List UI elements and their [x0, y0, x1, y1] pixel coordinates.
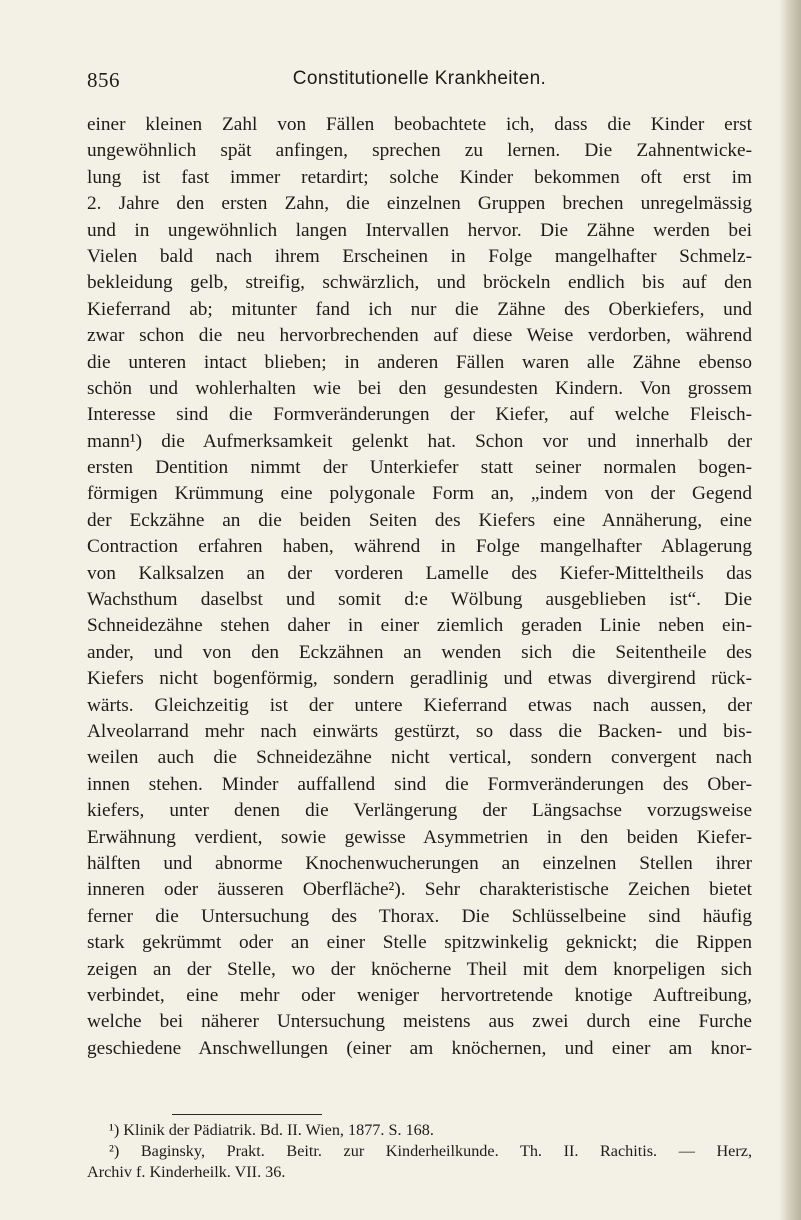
text-line: welche bei näherer Untersuchung meistens aus zwei durch eine Furche — [87, 1011, 752, 1033]
text-line: der Eckzähne an die beiden Seiten des Kiefers eine Annäherung, eine — [87, 509, 752, 531]
footnote-1: ¹) Klinik der Pädiatrik. Bd. II. Wien, 1877. S. 168. — [109, 1121, 434, 1139]
footnotes — [87, 1120, 752, 1183]
text-line: die unteren intact blieben; in anderen Fällen waren alle Zähne ebenso — [87, 351, 752, 373]
text-line: verbindet, eine mehr oder weniger hervortretende knotige Auftreibung, — [87, 984, 752, 1006]
text-line: bekleidung gelb, streifig, schwärzlich, und bröckeln endlich bis auf den — [87, 272, 752, 294]
footnote-divider — [172, 1114, 322, 1115]
text-line: ungewöhnlich spät anfingen, sprechen zu lernen. Die Zahnentwicke- — [87, 140, 752, 162]
text-line: stark gekrümmt oder an einer Stelle spitzwinkelig geknickt; die Rippen — [87, 932, 752, 954]
text-line: Contraction erfahren haben, während in Folge mangelhafter Ablagerung — [87, 536, 752, 558]
text-line: schön und wohlerhalten wie bei den gesundesten Kindern. Von grossem — [87, 377, 752, 399]
text-line: kiefers, unter denen die Verlängerung der Längsachse vorzugsweise — [87, 800, 752, 822]
text-line: geschiedene Anschwellungen (einer am knöchernen, und einer am knor- — [87, 1037, 752, 1059]
text-line: Alveolarrand mehr nach einwärts gestürzt, so dass die Backen- und bis- — [87, 720, 752, 742]
page-number: 856 — [87, 68, 120, 92]
text-line: Vielen bald nach ihrem Erscheinen in Folge mangelhafter Schmelz- — [87, 245, 752, 267]
text-line: mann¹) die Aufmerksamkeit gelenkt hat. Schon vor und innerhalb der — [87, 430, 752, 452]
text-line: inneren oder äusseren Oberfläche²). Sehr charakteristische Zeichen bietet — [87, 879, 752, 901]
text-line: Schneidezähne stehen daher in einer ziemlich geraden Linie neben ein- — [87, 615, 752, 637]
text-line: ferner die Untersuchung des Thorax. Die Schlüsselbeine sind häufig — [87, 905, 752, 927]
footnote-2-continuation: Archiv f. Kinderheilk. VII. 36. — [87, 1163, 286, 1181]
footnote-2: ²) Baginsky, Prakt. Beitr. zur Kinderheilkunde. Th. II. Rachitis. — Herz, — [109, 1142, 752, 1160]
text-line: und in ungewöhnlich langen Intervallen hervor. Die Zähne werden bei — [87, 219, 752, 241]
text-line: weilen auch die Schneidezähne nicht vertical, sondern convergent nach — [87, 747, 752, 769]
page-edge-shadow — [779, 0, 801, 1220]
text-line: förmigen Krümmung eine polygonale Form an, „indem von der Gegend — [87, 483, 752, 505]
text-line: Wachsthum daselbst und somit d:e Wölbung ausgeblieben ist“. Die — [87, 589, 752, 611]
text-line: ersten Dentition nimmt der Unterkiefer statt seiner normalen bogen- — [87, 457, 752, 479]
text-line: von Kalksalzen an der vorderen Lamelle des Kiefer-Mitteltheils das — [87, 562, 752, 584]
running-title: Constitutionelle Krankheiten. — [292, 68, 547, 89]
text-line: Interesse sind die Formveränderungen der Kiefer, auf welche Fleisch- — [87, 404, 752, 426]
text-line: ander, und von den Eckzähnen an wenden sich die Seitentheile des — [87, 641, 752, 663]
page-header — [87, 68, 752, 98]
text-line: wärts. Gleichzeitig ist der untere Kieferrand etwas nach aussen, der — [87, 694, 752, 716]
text-line: Erwähnung verdient, sowie gewisse Asymmetrien in den beiden Kiefer- — [87, 826, 752, 848]
text-line: einer kleinen Zahl von Fällen beobachtete ich, dass die Kinder erst — [87, 114, 752, 135]
text-line: Kieferrand ab; mitunter fand ich nur die Zähne des Oberkiefers, und — [87, 298, 752, 320]
text-line: 2. Jahre den ersten Zahn, die einzelnen Gruppen brechen unregelmässig — [87, 193, 752, 215]
text-line: innen stehen. Minder auffallend sind die Formveränderungen des Ober- — [87, 773, 752, 795]
text-line: lung ist fast immer retardirt; solche Kinder bekommen oft erst im — [87, 166, 752, 188]
text-line: hälften und abnorme Knochenwucherungen an einzelnen Stellen ihrer — [87, 852, 752, 874]
text-line: Kiefers nicht bogenförmig, sondern geradlinig und etwas divergirend rück- — [87, 668, 752, 690]
body-text — [87, 112, 752, 1062]
text-line: zwar schon die neu hervorbrechenden auf diese Weise verdorben, während — [87, 325, 752, 347]
text-line: zeigen an der Stelle, wo der knöcherne Theil mit dem knorpeligen sich — [87, 958, 752, 980]
